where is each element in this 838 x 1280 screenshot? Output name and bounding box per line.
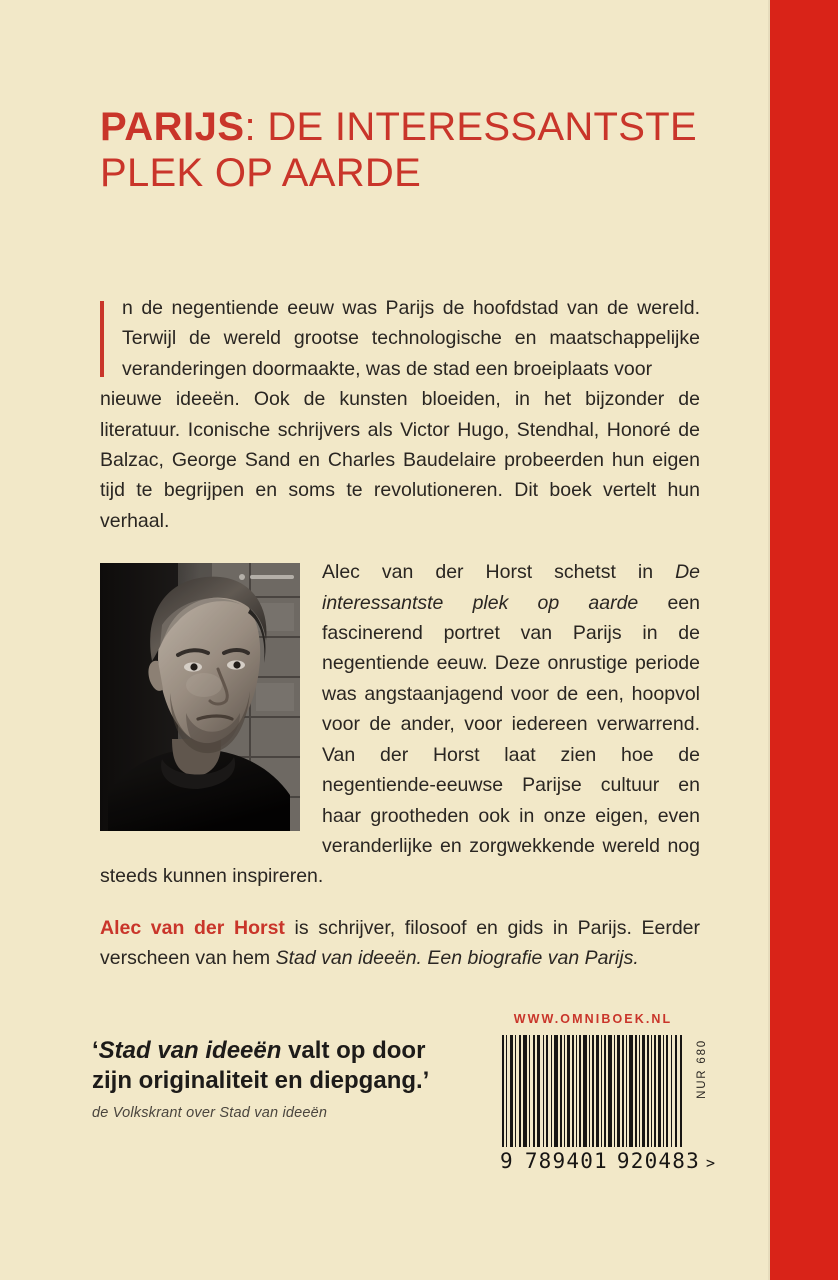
quote-source-title: Stad van ideeën xyxy=(219,1105,328,1121)
author-bio-paragraph xyxy=(100,913,700,974)
quote-rest: valt op door zijn originaliteit en diepgang.’ xyxy=(92,1037,430,1094)
title-heading xyxy=(100,104,700,196)
nur-code: NUR 680 xyxy=(696,1039,708,1099)
spine-strip xyxy=(770,0,838,1280)
quote-source-outlet: de Volkskrant over xyxy=(92,1105,220,1121)
blurb-copy xyxy=(100,293,700,974)
publisher-url[interactable]: WWW.OMNIBOEK.NL xyxy=(513,1012,673,1026)
isbn-group-1: 789401 xyxy=(524,1149,608,1173)
ean13-barcode-icon xyxy=(500,1035,686,1147)
author-photo xyxy=(100,563,300,831)
title-emphasis: PARIJS xyxy=(100,105,245,149)
blurb-book-title: De interessantste plek op aarde xyxy=(322,561,700,614)
page-title xyxy=(100,104,700,196)
blurb-paragraph-2-rest: een fascinerend portret van Parijs in de negentiende eeuw. Deze onrustige periode was angstaanjagend voor de een, hoopvol voor de ander, voor iedereen verwarrend. Van der Horst laat zien hoe de negentiende-eeuwse Parijse cultuur en haar grootheden ook in onze eigen, even veranderlijke en zorgwekkende wereld nog steeds kunnen inspireren. xyxy=(100,591,700,888)
press-quote xyxy=(92,1036,452,1096)
isbn-lead-digit: 9 xyxy=(500,1149,514,1173)
isbn-terminator: > xyxy=(705,1154,717,1172)
blurb-paragraph-1-head: n de negentiende eeuw was Parijs de hoofdstad van de wereld. Terwijl de wereld grootse technologische en maatschappelijke veranderingen doormaakte, was de stad een broeiplaats voor xyxy=(122,297,700,380)
author-bio-text: is schrijver, filosoof en gids in Parijs. Eerder verscheen van hem xyxy=(100,916,701,970)
blurb-paragraph-1 xyxy=(100,293,700,384)
blurb-paragraph-1-tail: nieuwe ideeën. Ook de kunsten bloeiden, in het bijzonder de literatuur. Iconische schrijvers als Victor Hugo, Stendhal, Honoré de Balzac, George Sand en Charles Baudelaire probeerden hun eigen tijd te begrijpen en soms te revolutioneren. Dit boek vertelt hun verhaal. xyxy=(100,388,700,532)
dropcap-rule-icon xyxy=(100,301,104,377)
quote-open-mark: ‘ xyxy=(92,1037,99,1064)
title-rest: : DE INTERESSANTSTE PLEK OP AARDE xyxy=(100,105,697,195)
blurb-paragraph-2 xyxy=(100,557,700,891)
previous-book-title: Stad van ideeën. Een biografie van Parijs. xyxy=(275,947,639,970)
barcode-row xyxy=(500,1035,730,1147)
isbn-group-2: 920483 xyxy=(616,1149,700,1173)
blurb-paragraph-2-lead: Alec van der Horst schetst in xyxy=(322,561,676,584)
press-quote-block xyxy=(92,1036,452,1121)
blurb-paragraph-1-continued xyxy=(100,384,700,536)
isbn-digits xyxy=(500,1149,717,1173)
quote-work-title: Stad van ideeën xyxy=(98,1037,282,1064)
author-name: Alec van der Horst xyxy=(100,916,285,939)
press-quote-source xyxy=(92,1105,452,1121)
barcode-area xyxy=(500,1012,730,1173)
